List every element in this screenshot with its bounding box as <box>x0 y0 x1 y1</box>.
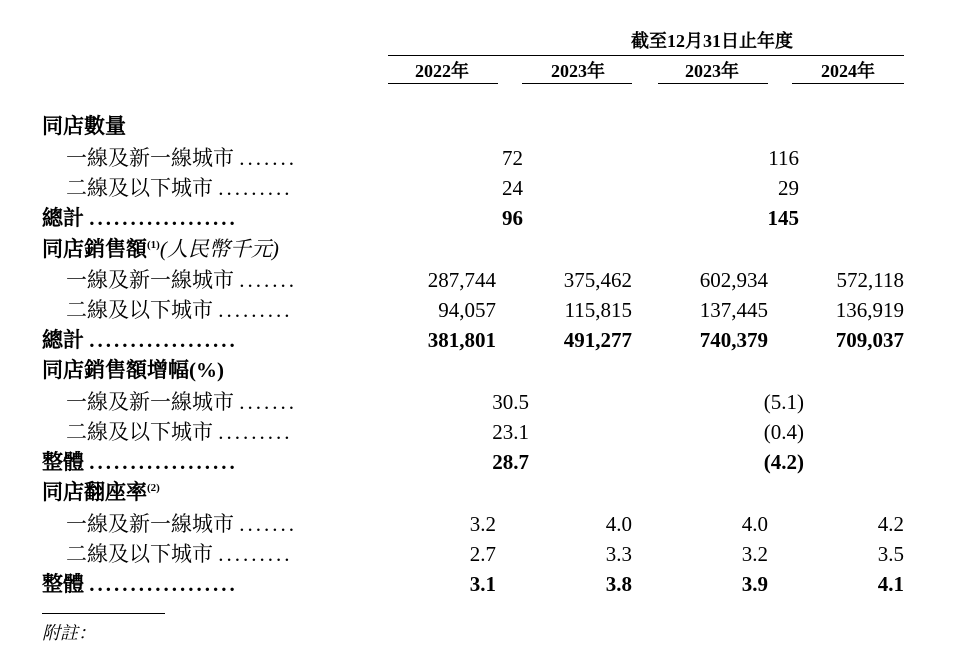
cell-value: 3.5 <box>877 542 904 566</box>
cell-value: 4.0 <box>741 512 768 536</box>
period-underline <box>388 55 904 56</box>
row-label: 二線及以下城市 ......... <box>66 298 293 322</box>
cell-value-total: 3.1 <box>469 572 496 596</box>
cell-value-total: 3.9 <box>741 572 768 596</box>
cell-value-total: 381,801 <box>427 328 496 352</box>
cell-value: 3.2 <box>469 512 496 536</box>
cell-value: 29 <box>778 176 799 200</box>
section-title-sales-growth: 同店銷售額增幅(%) <box>42 358 224 382</box>
row-label-total: 整體 .................. <box>42 572 238 596</box>
cell-value: 23.1 <box>492 420 529 444</box>
cell-value: 4.0 <box>605 512 632 536</box>
footnote-divider <box>42 613 165 614</box>
cell-value: 116 <box>768 146 799 170</box>
cell-value: (0.4) <box>763 420 804 444</box>
cell-value: 602,934 <box>699 268 768 292</box>
cell-value: 3.3 <box>605 542 632 566</box>
year-header-2023-a: 2023年 <box>551 61 605 81</box>
cell-value-total: (4.2) <box>763 450 804 474</box>
cell-value: 137,445 <box>699 298 768 322</box>
row-label-total: 總計 .................. <box>42 328 238 352</box>
cell-value-total: 4.1 <box>877 572 904 596</box>
year-header-2023-b: 2023年 <box>685 61 739 81</box>
cell-value-total: 740,379 <box>699 328 768 352</box>
row-label-total: 整體 .................. <box>42 450 238 474</box>
cell-value-total: 709,037 <box>835 328 904 352</box>
cell-value: 2.7 <box>469 542 496 566</box>
cell-value-total: 491,277 <box>563 328 632 352</box>
row-label: 一線及新一線城市 ....... <box>66 268 297 292</box>
cell-value-total: 28.7 <box>492 450 529 474</box>
cell-value: 287,744 <box>427 268 496 292</box>
cell-value: (5.1) <box>763 390 804 414</box>
year-underline-2023-b <box>658 83 768 84</box>
cell-value-total: 145 <box>767 206 799 230</box>
year-underline-2022 <box>388 83 498 84</box>
cell-value: 94,057 <box>438 298 496 322</box>
cell-value-total: 3.8 <box>605 572 632 596</box>
year-underline-2023-a <box>522 83 632 84</box>
cell-value: 136,919 <box>835 298 904 322</box>
row-label: 二線及以下城市 ......... <box>66 542 293 566</box>
footnote-label: 附註： <box>42 623 96 643</box>
period-header: 截至12月31日止年度 <box>631 31 793 51</box>
cell-value: 30.5 <box>492 390 529 414</box>
row-label: 二線及以下城市 ......... <box>66 420 293 444</box>
row-label: 一線及新一線城市 ....... <box>66 390 297 414</box>
row-label: 一線及新一線城市 ....... <box>66 146 297 170</box>
section-title-sales: 同店銷售額$^{(1)}$(人民幣千元) <box>42 237 279 261</box>
year-underline-2024 <box>792 83 904 84</box>
cell-value: 24 <box>502 176 523 200</box>
cell-value: 572,118 <box>836 268 904 292</box>
row-label: 一線及新一線城市 ....... <box>66 512 297 536</box>
cell-value-total: 96 <box>502 206 523 230</box>
year-header-2022: 2022年 <box>415 61 469 81</box>
cell-value: 115,815 <box>564 298 632 322</box>
cell-value: 4.2 <box>877 512 904 536</box>
row-label: 二線及以下城市 ......... <box>66 176 293 200</box>
cell-value: 72 <box>502 146 523 170</box>
cell-value: 375,462 <box>563 268 632 292</box>
year-header-2024: 2024年 <box>821 61 875 81</box>
section-title-turnover: 同店翻座率$^{(2)}$ <box>42 480 160 504</box>
section-title-store-count: 同店數量 <box>42 114 126 138</box>
cell-value: 3.2 <box>741 542 768 566</box>
row-label-total: 總計 .................. <box>42 206 238 230</box>
